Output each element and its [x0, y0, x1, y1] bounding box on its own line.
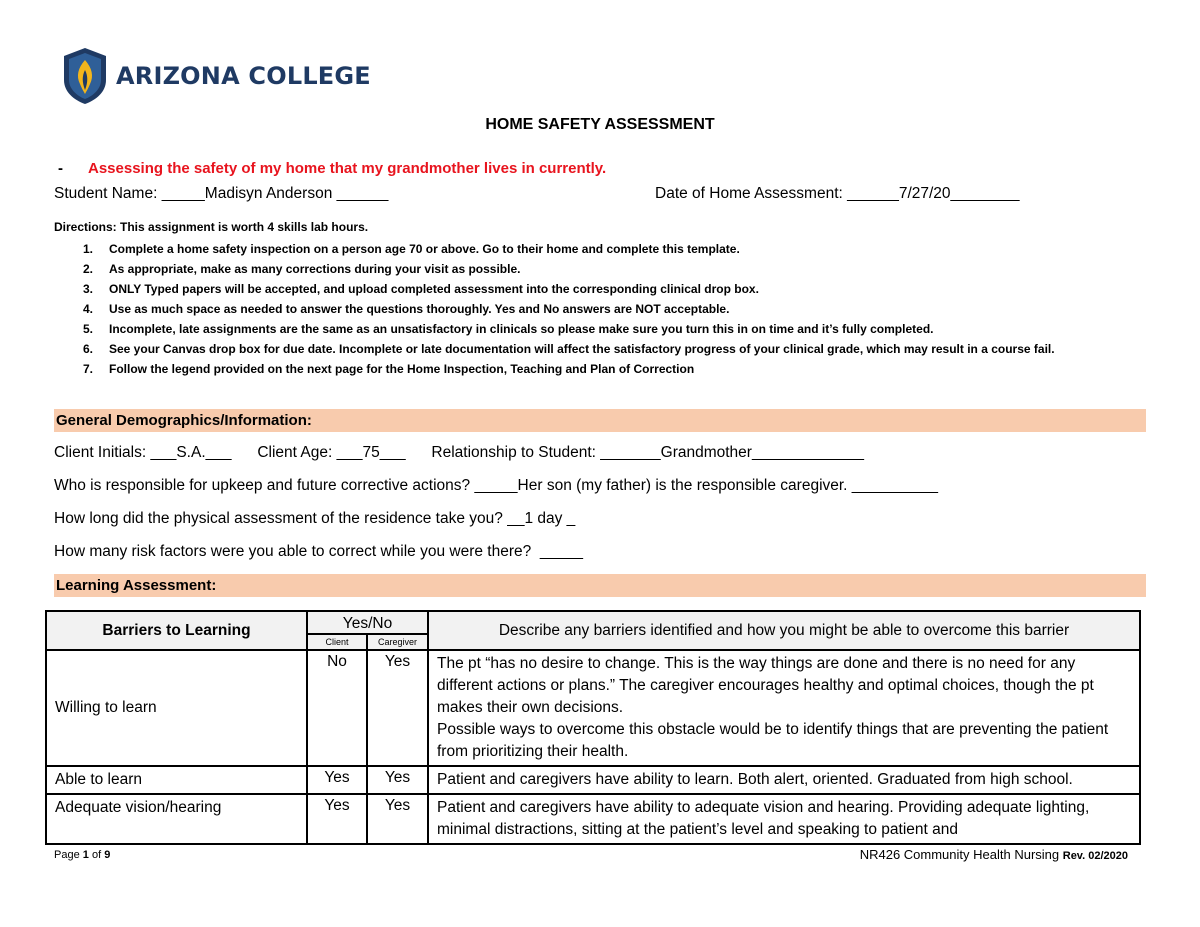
- direction-text: Follow the legend provided on the next page for the Home Inspection, Teaching and Plan of Correction: [109, 362, 695, 376]
- directions-intro: Directions: This assignment is worth 4 skills lab hours.: [54, 220, 369, 234]
- client-subheader: Client: [307, 634, 367, 650]
- page-number: [54, 849, 110, 861]
- direction-number: 7.: [83, 362, 94, 376]
- page-word: Page: [54, 849, 80, 861]
- describe-header: Describe any barriers identified and how you might be able to overcome this barrier: [428, 611, 1140, 650]
- direction-item: [54, 239, 1154, 259]
- risk-factors-corrected-line: How many risk factors were you able to correct while you were there? _____: [54, 543, 583, 560]
- direction-item: [54, 319, 1154, 339]
- course-name: NR426 Community Health Nursing: [859, 847, 1060, 862]
- barrier-label: Able to learn: [46, 766, 307, 794]
- assessment-date-line: Date of Home Assessment: ______7/27/20________: [655, 185, 1020, 202]
- student-name-line: Student Name: _____Madisyn Anderson ______: [54, 185, 389, 202]
- directions-list: [54, 239, 1154, 379]
- barrier-label: Willing to learn: [46, 650, 307, 766]
- direction-number: 6.: [83, 342, 94, 356]
- yes-no-header: Yes/No: [307, 611, 428, 634]
- direction-item: [54, 259, 1154, 279]
- direction-item: [54, 279, 1154, 299]
- assessment-subtitle: [58, 160, 607, 177]
- course-footer: [860, 847, 1128, 862]
- subtitle-bullet: -: [58, 160, 63, 177]
- caregiver-subheader: Caregiver: [367, 634, 428, 650]
- table-row: [46, 766, 1140, 794]
- learning-assessment-heading: Learning Assessment:: [54, 574, 1146, 597]
- logo-wordmark: ARIZONA COLLEGE: [116, 62, 371, 90]
- barrier-description: Patient and caregivers have ability to learn. Both alert, oriented. Graduated from high school.: [428, 766, 1140, 794]
- direction-item: [54, 339, 1154, 359]
- of-word: of: [91, 849, 102, 861]
- barriers-header: Barriers to Learning: [46, 611, 307, 650]
- caregiver-answer: Yes: [367, 766, 428, 794]
- description-paragraph: The pt “has no desire to change. This is the way things are done and there is no need for any different actions or plans.” The caregiver encourages healthy and optimal choices, though the pt makes their own decisions.: [437, 655, 1094, 716]
- total-pages: 9: [104, 849, 111, 861]
- table-row: [46, 794, 1140, 844]
- direction-number: 2.: [83, 262, 94, 276]
- responsible-party-line: Who is responsible for upkeep and future corrective actions? _____Her son (my father) is the responsible caregiver. __________: [54, 477, 938, 494]
- barrier-description: [428, 650, 1140, 766]
- revision-label: Rev. 02/2020: [1062, 850, 1128, 862]
- direction-text: ONLY Typed papers will be accepted, and upload completed assessment into the corresponding clinical drop box.: [109, 282, 759, 296]
- client-answer: Yes: [307, 794, 367, 844]
- current-page: 1: [82, 849, 89, 861]
- document-title: HOME SAFETY ASSESSMENT: [485, 116, 715, 133]
- description-paragraph: Possible ways to overcome this obstacle would be to identify things that are preventing the patient from prioritizing their health.: [437, 721, 1109, 760]
- direction-number: 1.: [83, 242, 94, 256]
- direction-number: 3.: [83, 282, 94, 296]
- table-row: [46, 650, 1140, 766]
- caregiver-answer: Yes: [367, 650, 428, 766]
- client-answer: No: [307, 650, 367, 766]
- direction-item: [54, 299, 1154, 319]
- direction-item: [54, 359, 1154, 379]
- shield-flame-icon: [62, 46, 108, 106]
- learning-barriers-table: [45, 610, 1141, 845]
- direction-text: Use as much space as needed to answer the questions thoroughly. Yes and No answers are NOT acceptable.: [109, 302, 730, 316]
- college-logo: [62, 46, 371, 106]
- barrier-label: Adequate vision/hearing: [46, 794, 307, 844]
- table-header-row: [46, 611, 1140, 634]
- caregiver-answer: Yes: [367, 794, 428, 844]
- client-info-line: Client Initials: ___S.A.___ Client Age: ___75___ Relationship to Student: _______Grandmother_____________: [54, 444, 865, 461]
- barrier-description: Patient and caregivers have ability to adequate vision and hearing. Providing adequate lighting, minimal distractions, sitting at the patient’s level and speaking to patient and: [428, 794, 1140, 844]
- demographics-heading: General Demographics/Information:: [54, 409, 1146, 432]
- direction-number: 4.: [83, 302, 94, 316]
- direction-text: As appropriate, make as many corrections during your visit as possible.: [109, 262, 521, 276]
- direction-text: See your Canvas drop box for due date. Incomplete or late documentation will affect the satisfactory progress of your clinical grade, which may result in a course fail.: [109, 342, 1055, 356]
- assessment-duration-line: How long did the physical assessment of the residence take you? __1 day _: [54, 510, 576, 527]
- direction-number: 5.: [83, 322, 94, 336]
- subtitle-text: Assessing the safety of my home that my grandmother lives in currently.: [88, 160, 607, 177]
- direction-text: Incomplete, late assignments are the same as an unsatisfactory in clinicals so please make sure you turn this in on time and it’s fully completed.: [109, 322, 934, 336]
- client-answer: Yes: [307, 766, 367, 794]
- direction-text: Complete a home safety inspection on a person age 70 or above. Go to their home and complete this template.: [109, 242, 740, 256]
